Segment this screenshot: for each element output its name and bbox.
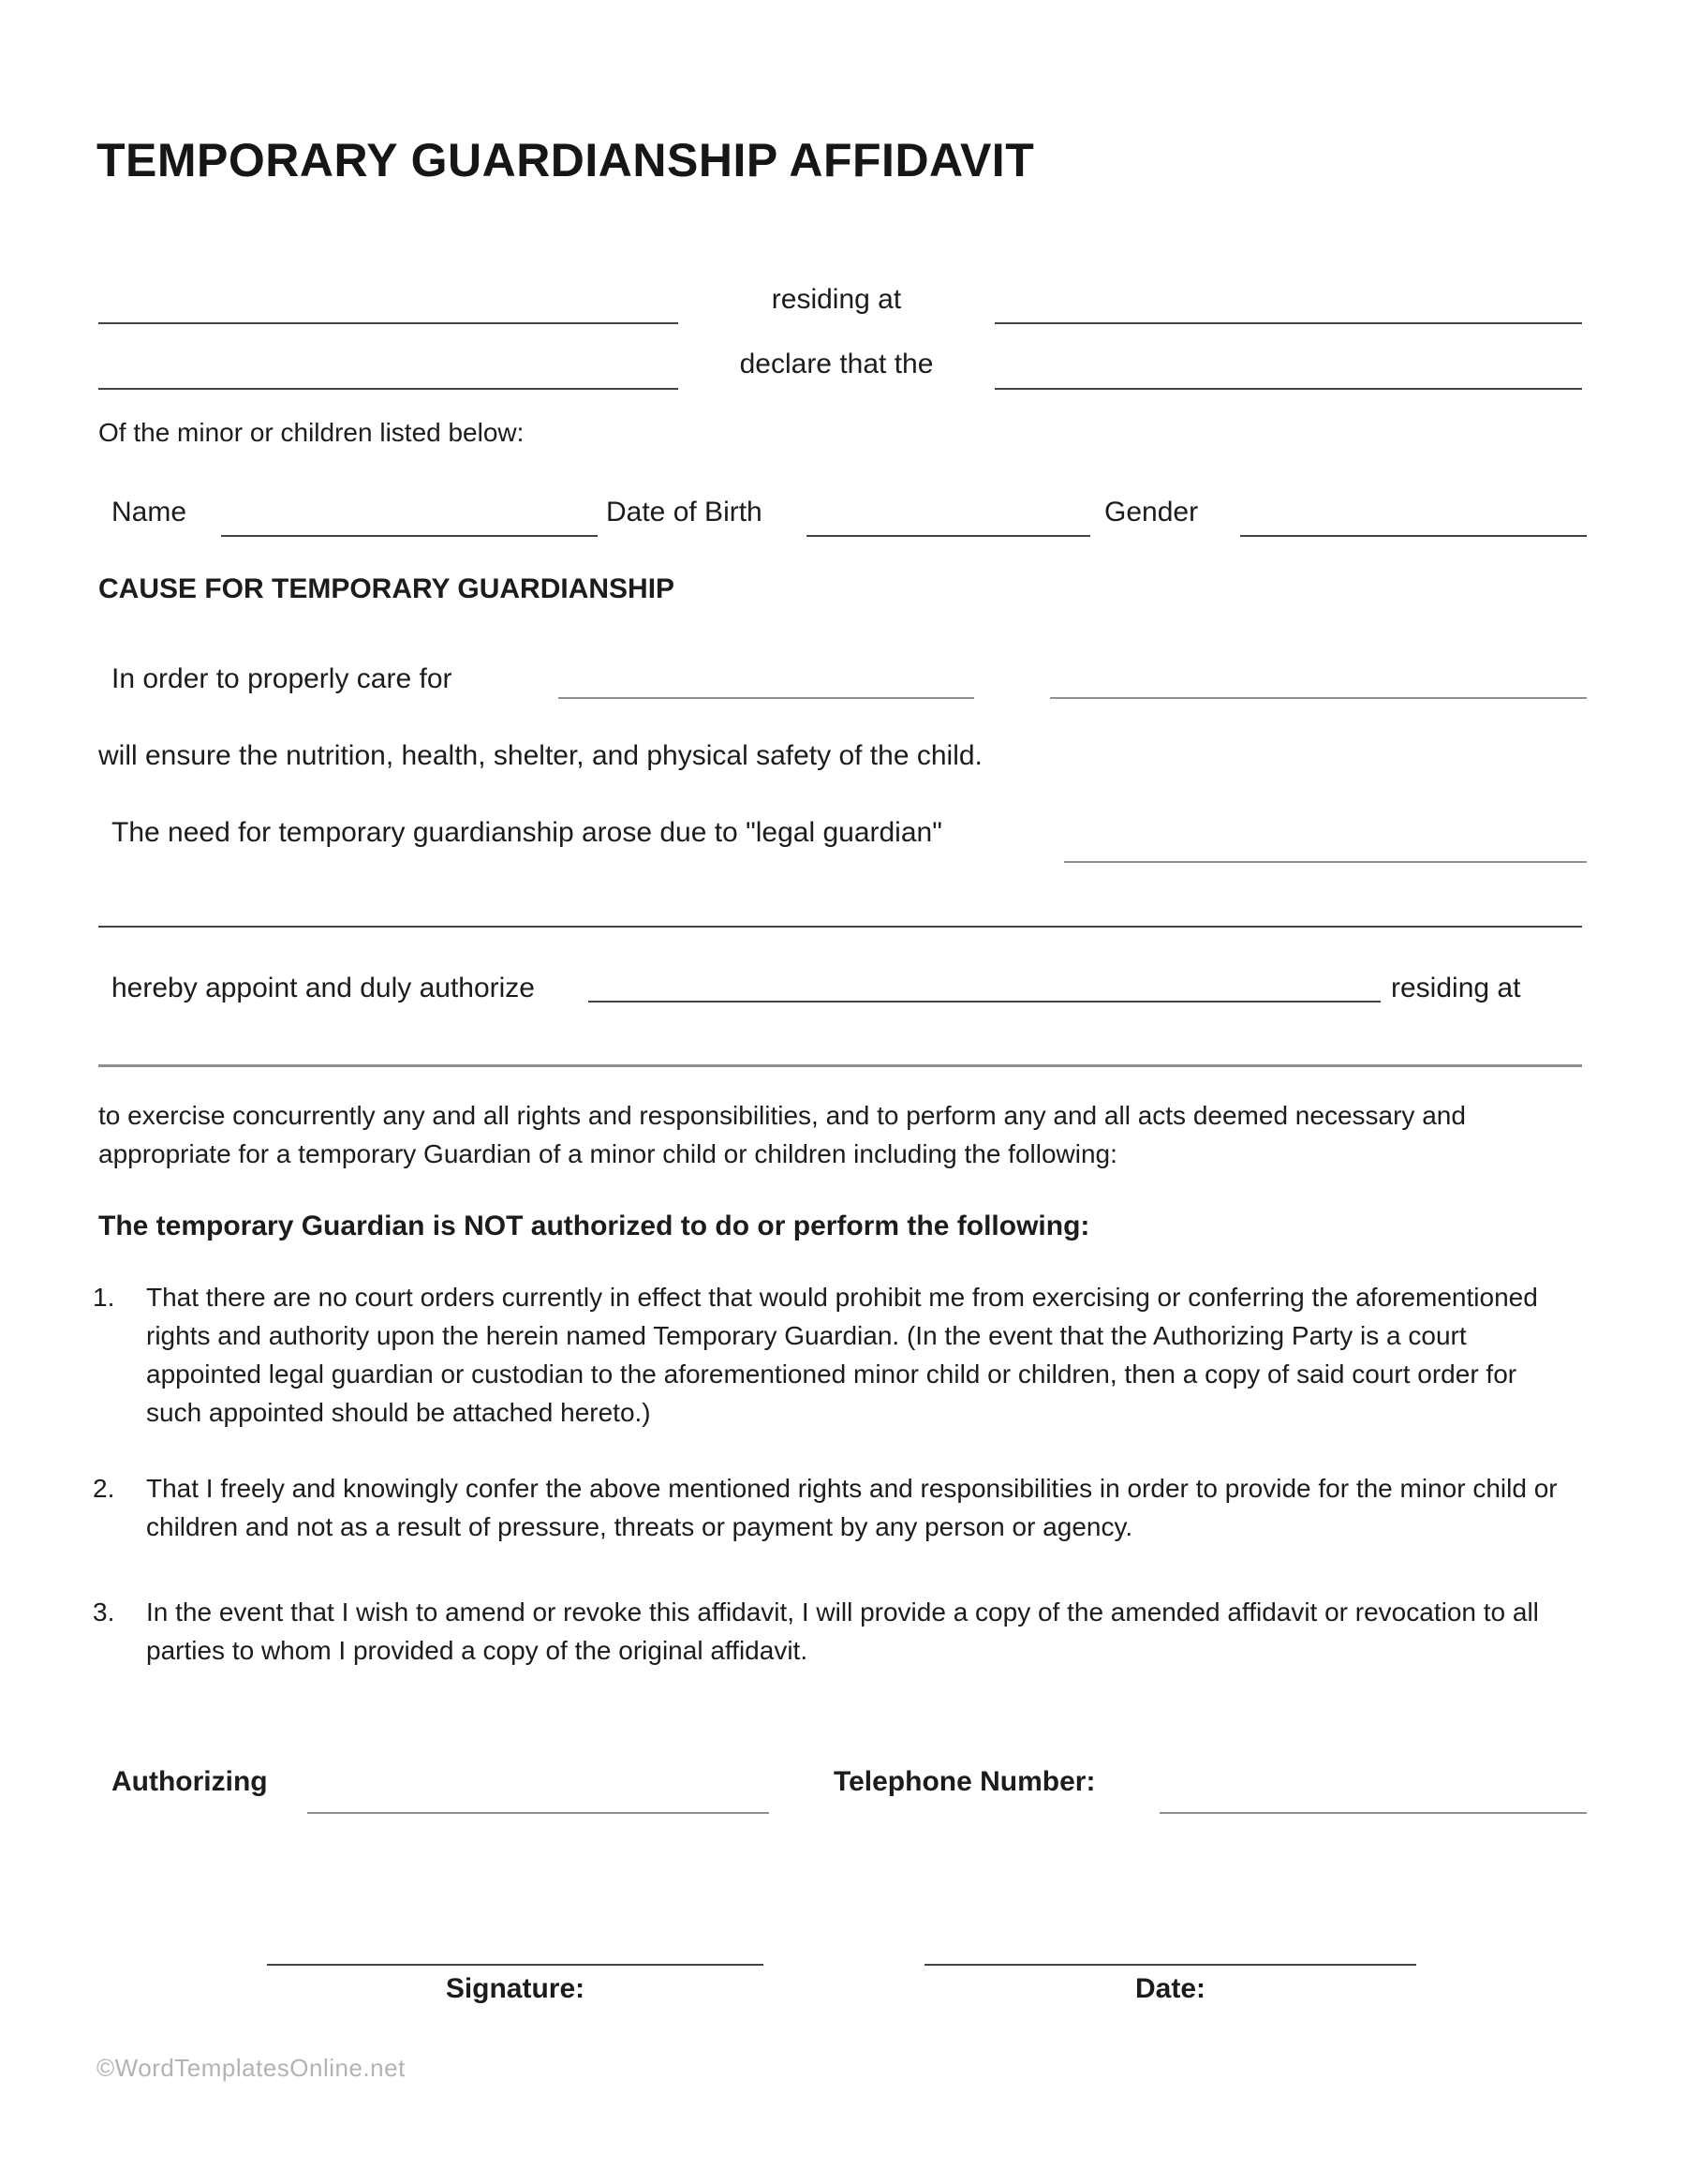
cause-section-heading: CAUSE FOR TEMPORARY GUARDIANSHIP [98,573,675,604]
child-gender-line [1240,535,1587,537]
gender-label: Gender [1104,497,1199,527]
ensure-text: will ensure the nutrition, health, shelter, and physical safety of the child. [98,740,983,771]
authorizing-name-line [307,1812,769,1814]
section-divider-2 [98,1064,1582,1067]
appoint-text: hereby appoint and duly authorize [111,973,535,1003]
signature-label: Signature: [445,1973,585,2004]
watermark-text: ©WordTemplatesOnline.net [96,2054,406,2082]
telephone-number-label: Telephone Number: [834,1766,1096,1797]
residing-at-label: residing at [771,284,902,315]
list-item-2-number: 2. [93,1474,115,1503]
not-authorized-heading: The temporary Guardian is NOT authorized to do or perform the following: [98,1211,1090,1241]
child-name-line [221,535,598,537]
list-item-3-text: In the event that I wish to amend or revoke this affidavit, I will provide a copy of the amended affidavit or revocation to all parties to whom I provided a copy of the original affidavit. [146,1597,1539,1665]
declarant-name-line-2 [98,388,678,390]
list-item-3-number: 3. [93,1597,115,1627]
list-item-1-number: 1. [93,1283,115,1312]
care-for-text: In order to properly care for [111,663,452,694]
appoint-residing-at-label: residing at [1391,973,1521,1003]
section-divider-1 [98,926,1582,928]
list-item-2-text: That I freely and knowingly confer the above mentioned rights and responsibilities in order to provide for the minor child or children and not as a result of pressure, threats or payment by any person or agency. [146,1474,1558,1541]
page-title: TEMPORARY GUARDIANSHIP AFFIDAVIT [96,134,1035,186]
list-item-1-text: That there are no court orders currently in effect that would prohibit me from exercising or conferring the aforementioned rights and authority upon the herein named Temporary Guardian. (In the event that the Authorizing Party is a court appointed legal guardian or custodian to the aforementioned minor child or children, then a copy of said court order for such appointed should be attached hereto.) [146,1283,1538,1427]
exercise-paragraph: to exercise concurrently any and all rights and responsibilities, and to perform any and all acts deemed necessary and appropriate for a temporary Guardian of a minor child or children including the following: [98,1101,1466,1168]
signature-line [267,1964,763,1966]
date-of-birth-label: Date of Birth [606,497,762,527]
care-for-child-line [558,697,974,699]
need-reason-line [1064,861,1587,863]
date-label: Date: [1134,1973,1205,2004]
authorizing-label: Authorizing [111,1766,268,1797]
relationship-line [995,388,1582,390]
minors-intro-text: Of the minor or children listed below: [98,418,525,447]
telephone-number-line [1160,1812,1587,1814]
appointee-name-line [588,1001,1381,1003]
need-text: The need for temporary guardianship arose due to "legal guardian" [111,817,942,848]
declarant-name-line [98,322,678,324]
date-line [924,1964,1416,1966]
name-label: Name [111,497,187,527]
declare-that-the-label: declare that the [739,349,934,379]
residence-address-line [995,322,1582,324]
child-dob-line [806,535,1090,537]
care-for-guardian-line [1050,697,1587,699]
